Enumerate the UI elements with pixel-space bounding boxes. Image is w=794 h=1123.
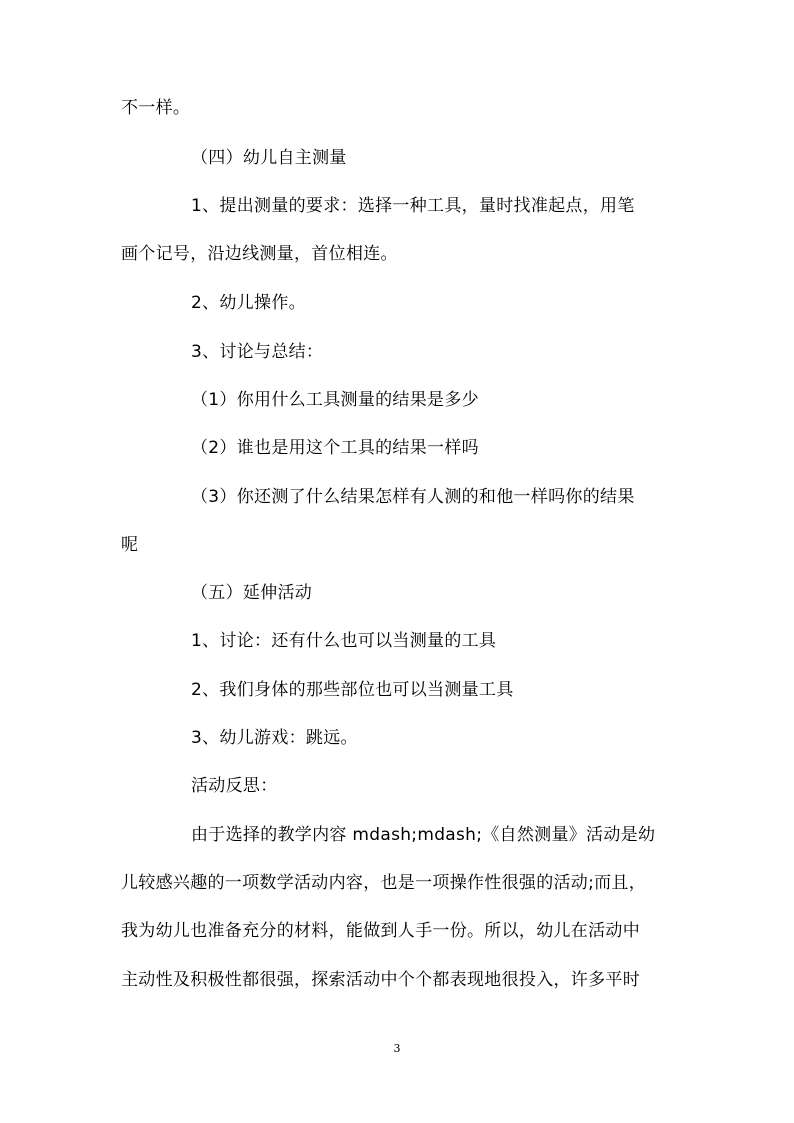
reflection-heading: 活动反思： [191, 776, 278, 796]
text-line-6: 3、讨论与总结： [191, 342, 324, 362]
page-number: 3 [393, 1042, 401, 1055]
text-line-12: 1、讨论：还有什么也可以当测量的工具 [191, 631, 497, 651]
text-line-4: 画个记号，沿边线测量，首位相连。 [121, 244, 398, 264]
text-line-14: 3、幼儿游戏：跳远。 [191, 728, 358, 748]
text-line-10: 呢 [121, 535, 139, 555]
section-heading-4: （四）幼儿自主测量 [191, 148, 347, 168]
text-line-8: （2）谁也是用这个工具的结果一样吗 [191, 438, 479, 458]
text-line-3: 1、提出测量的要求：选择一种工具，量时找准起点，用笔 [191, 196, 635, 216]
text-line-16: 由于选择的教学内容 mdash;mdash;《自然测量》活动是幼 [191, 825, 656, 845]
text-line-5: 2、幼儿操作。 [191, 293, 306, 313]
text-line-13: 2、我们身体的那些部位也可以当测量工具 [191, 680, 514, 700]
text-line-17: 儿较感兴趣的一项数学活动内容，也是一项操作性很强的活动;而且， [121, 873, 647, 893]
section-heading-5: （五）延伸活动 [191, 583, 313, 603]
text-line-18: 我为幼儿也准备充分的材料，能做到人手一份。所以，幼儿在活动中 [121, 921, 640, 941]
text-line-1: 不一样。 [121, 98, 191, 118]
text-line-7: （1）你用什么工具测量的结果是多少 [191, 390, 479, 410]
text-line-19: 主动性及积极性都很强，探索活动中个个都表现地很投入，许多平时 [121, 970, 640, 990]
text-line-9: （3）你还测了什么结果怎样有人测的和他一样吗你的结果 [191, 487, 635, 507]
